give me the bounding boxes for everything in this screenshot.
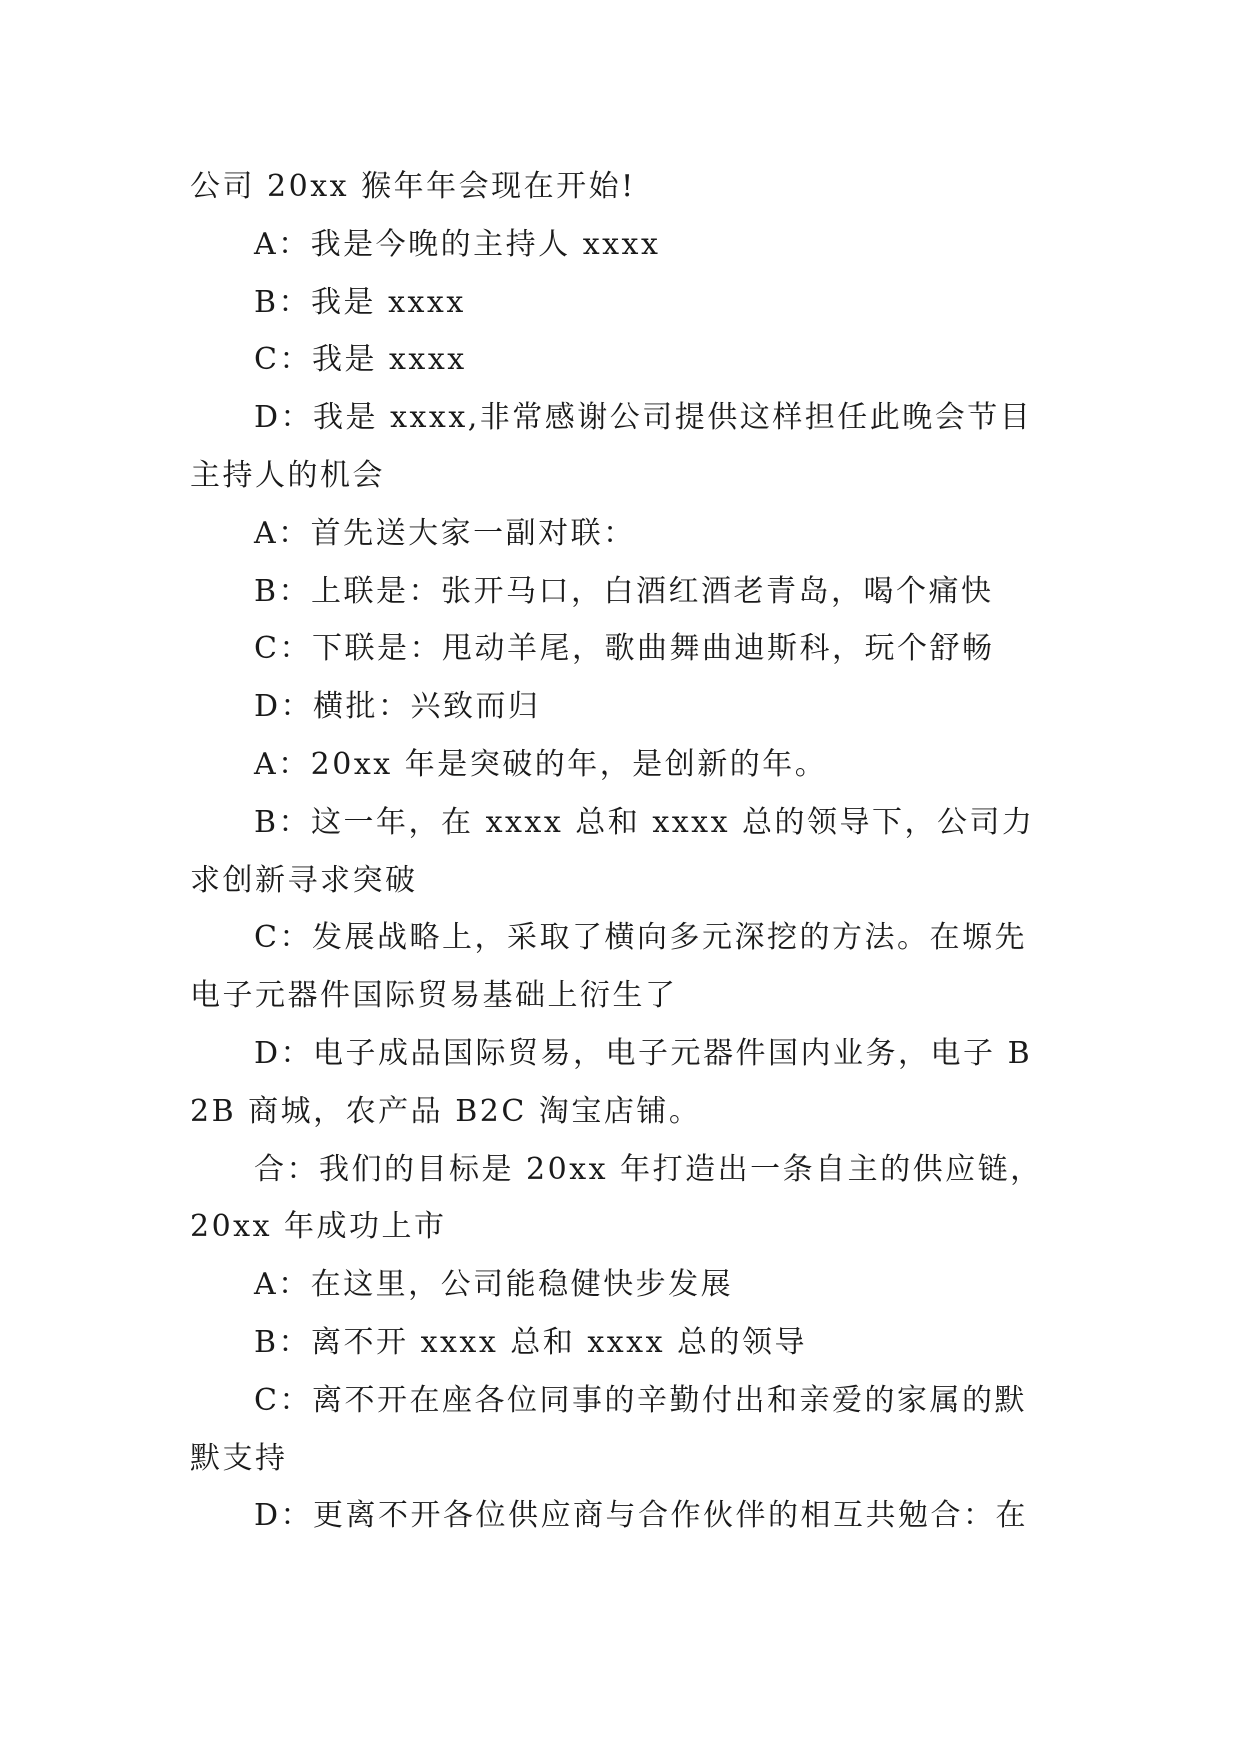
paragraph-5: D：我是 xxxx,非常感谢公司提供这样担任此晚会节目主持人的机会 [190,400,1033,493]
paragraph-11: B：这一年，在 xxxx 总和 xxxx 总的领导下，公司力求创新寻求突破 [190,804,1035,898]
paragraph-15: A：在这里，公司能稳健快步发展 [254,1267,734,1303]
paragraph-16: B：离不开 xxxx 总和 xxxx 总的领导 [254,1324,808,1360]
paragraph-1: 公司 20xx 猴年年会现在开始! [190,169,636,204]
paragraph-12: C：发展战略上，采取了横向多元深挖的方法。在塬先电子元器件国际贸易基础上衍生了 [190,920,1027,1014]
paragraph-13: D：电子成品国际贸易，电子元器件国内业务，电子 B2B 商城，农产品 B2C 淘宝店铺。 [190,1035,1033,1129]
paragraph-6: A：首先送大家一副对联： [254,515,636,551]
paragraph-9: D：横批：兴致而归 [254,689,541,725]
paragraph-17: C：离不开在座各位同事的辛勤付出和亲爱的家属的默默支持 [190,1382,1027,1476]
paragraph-8: C：下联是：甩动羊尾，歌曲舞曲迪斯科，玩个舒畅 [254,631,995,667]
paragraph-7: B：上联是：张开马口，白酒红酒老青岛，喝个痛快 [254,573,994,609]
paragraph-18: D：更离不开各位供应商与合作伙伴的相互共勉合：在 [254,1498,1029,1534]
paragraph-14: 合：我们的目标是 20xx 年打造出一条自主的供应链，20xx 年成功上市 [190,1151,1043,1245]
paragraph-3: B：我是 xxxx [254,284,466,320]
document-body [190,158,1052,1545]
paragraph-2: A：我是今晚的主持人 xxxx [254,226,661,262]
paragraph-10: A：20xx 年是突破的年，是创新的年。 [254,746,828,782]
paragraph-4: C：我是 xxxx [254,342,467,378]
